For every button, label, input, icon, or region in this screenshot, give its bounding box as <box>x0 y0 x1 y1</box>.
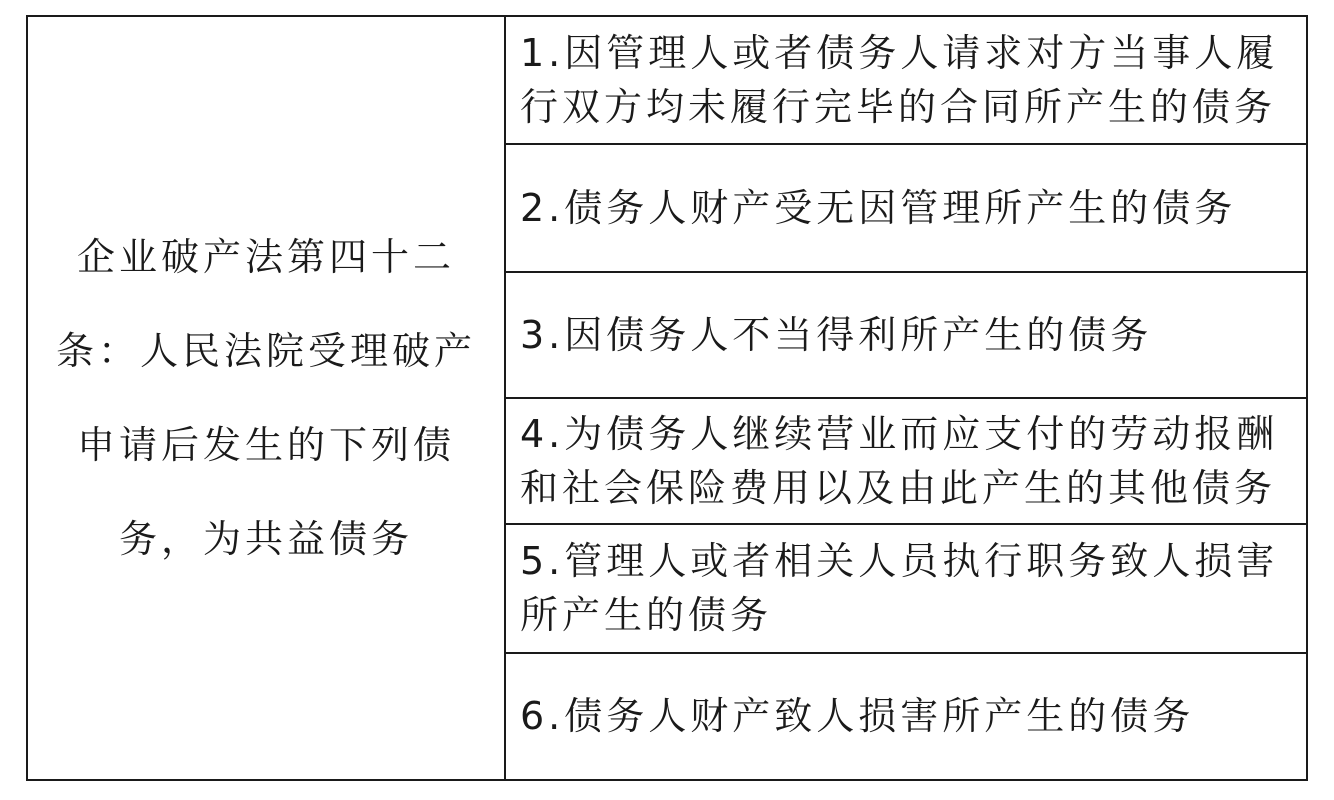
debt-item-text: 1.因管理人或者债务人请求对方当事人履行双方均未履行完毕的合同所产生的债务 <box>520 31 1279 130</box>
debt-item-text: 5.管理人或者相关人员执行职务致人损害所产生的债务 <box>520 539 1279 638</box>
debt-item-text: 4.为债务人继续营业而应支付的劳动报酬和社会保险费用以及由此产生的其他债务 <box>520 412 1279 511</box>
debt-item-text: 3.因债务人不当得利所产生的债务 <box>520 312 1153 357</box>
debt-item-cell-6 <box>505 653 1307 780</box>
debt-item-cell-3 <box>505 272 1307 398</box>
law-article-cell <box>27 16 505 780</box>
debt-item-cell-4 <box>505 398 1307 524</box>
debt-item-text: 2.债务人财产受无因管理所产生的债务 <box>520 185 1237 230</box>
common-benefit-debts-table <box>26 15 1308 781</box>
debt-item-cell-2 <box>505 144 1307 271</box>
law-article-text: 企业破产法第四十二条：人民法院受理破产申请后发生的下列债务，为共益债务 <box>55 235 476 561</box>
table-row <box>27 16 1307 144</box>
debt-item-text: 6.债务人财产致人损害所产生的债务 <box>520 694 1195 739</box>
debt-item-cell-1 <box>505 16 1307 144</box>
debt-item-cell-5 <box>505 524 1307 652</box>
